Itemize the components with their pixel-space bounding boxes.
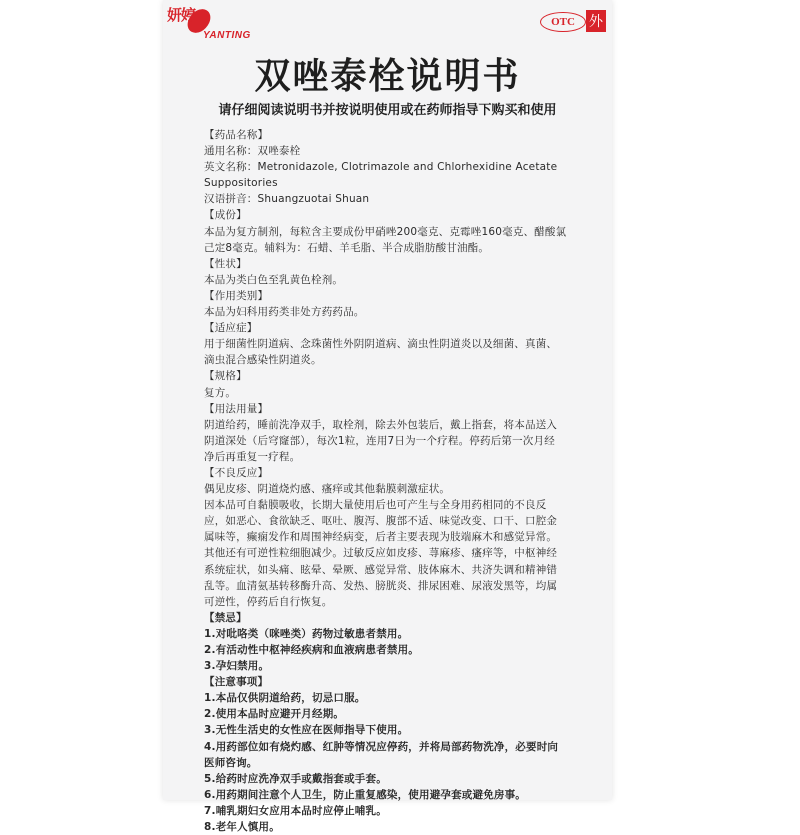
- text-line: 4.用药部位如有烧灼感、红肿等情况应停药，并将局部药物洗净，必要时向: [204, 740, 559, 753]
- text-line: 【不良反应】: [204, 466, 269, 479]
- otc-badge: OTC: [540, 12, 586, 32]
- text-line: 医师咨询。: [204, 756, 258, 769]
- text-line: 【注意事项】: [204, 676, 269, 689]
- text-line: 其他还有可逆性粒细胞减少。过敏反应如皮疹、荨麻疹、瘙痒等，中枢神经: [204, 547, 558, 560]
- brand-logo: [167, 2, 255, 46]
- text-line: 可逆性，停药后自行恢复。: [204, 595, 333, 608]
- text-line: 3.孕妇禁用。: [204, 660, 270, 673]
- text-line: 净后再重复一疗程。: [204, 450, 301, 463]
- brand-name-en: YANTING: [203, 30, 251, 41]
- text-line: 属味等，癫痫发作和周围神经病变，后者主要表现为肢端麻木和感觉异常。: [204, 531, 558, 544]
- text-line: 1.本品仅供阴道给药，切忌口服。: [204, 692, 366, 705]
- text-line: 英文名称：Metronidazole, Clotrimazole and Chlorhexidine Acetate: [204, 161, 558, 174]
- text-line: 己定8毫克。辅料为：石蜡、羊毛脂、半合成脂肪酸甘油酯。: [204, 241, 490, 254]
- text-line: 8.老年人慎用。: [204, 821, 280, 834]
- text-line: 本品为妇科用药类非处方药药品。: [204, 306, 365, 319]
- text-line: 【规格】: [204, 370, 247, 383]
- text-line: 1.对吡咯类（咪唑类）药物过敏患者禁用。: [204, 627, 409, 640]
- instruction-leaflet: [163, 0, 612, 834]
- text-line: 偶见皮疹、阴道烧灼感、瘙痒或其他黏膜刺激症状。: [204, 483, 451, 496]
- text-line: 阴道给药，睡前洗净双手，取栓剂，除去外包装后，戴上指套，将本品送入: [204, 418, 558, 431]
- text-line: 因本品可自黏膜吸收，长期大量使用后也可产生与全身用药相同的不良反: [204, 499, 547, 512]
- text-line: Suppositories: [204, 177, 278, 190]
- page-title: 双唑泰栓说明书: [254, 56, 521, 97]
- text-line: 【适应症】: [204, 322, 258, 335]
- text-line: 【用法用量】: [204, 402, 269, 415]
- leaflet-body: [204, 127, 608, 835]
- text-line: 滴虫混合感染性阴道炎。: [204, 354, 322, 367]
- text-line: 复方。: [204, 386, 237, 399]
- text-line: 【作用类别】: [204, 289, 269, 302]
- text-line: 系统症状，如头痛、眩晕、晕厥、感觉异常、肢体麻木、共济失调和精神错: [204, 563, 558, 576]
- text-line: 阴道深处（后穹窿部），每次1粒，连用7日为一个疗程。停药后第一次月经: [204, 434, 555, 447]
- text-line: 【性状】: [204, 257, 247, 270]
- text-line: 用于细菌性阴道病、念珠菌性外阴阴道病、滴虫性阴道炎以及细菌、真菌、: [204, 338, 558, 351]
- text-line: 2.使用本品时应避开月经期。: [204, 708, 345, 721]
- text-line: 乱等。血清氨基转移酶升高、发热、膀胱炎、排尿困难、尿液发黑等，均属: [204, 579, 558, 592]
- page-subtitle: 请仔细阅读说明书并按说明使用或在药师指导下购买和使用: [218, 103, 557, 118]
- text-line: 2.有活动性中枢神经疾病和血液病患者禁用。: [204, 644, 419, 656]
- text-line: 汉语拼音：Shuangzuotai Shuan: [204, 193, 370, 206]
- text-line: 【成份】: [204, 209, 247, 222]
- brand-name-cn: 妍婷: [167, 6, 196, 24]
- text-line: 应，如恶心、食欲缺乏、呕吐、腹泻、腹部不适、味觉改变、口干、口腔金: [204, 515, 558, 528]
- text-line: 本品为类白色至乳黄色栓剂。: [204, 273, 344, 286]
- text-line: 【禁忌】: [204, 611, 247, 624]
- text-line: 本品为复方制剂，每粒含主要成份甲硝唑200毫克、克霉唑160毫克、醋酸氯: [204, 225, 567, 238]
- text-line: 5.给药时应洗净双手或戴指套或手套。: [204, 772, 387, 785]
- text-line: 7.哺乳期妇女应用本品时应停止哺乳。: [204, 804, 387, 817]
- external-use-badge: 外: [586, 10, 606, 32]
- text-line: 6.用药期间注意个人卫生，防止重复感染，使用避孕套或避免房事。: [204, 788, 526, 801]
- text-line: 【药品名称】: [204, 129, 269, 141]
- text-line: 通用名称：双唑泰栓: [204, 145, 301, 158]
- text-line: 3.无性生活史的女性应在医师指导下使用。: [204, 724, 409, 737]
